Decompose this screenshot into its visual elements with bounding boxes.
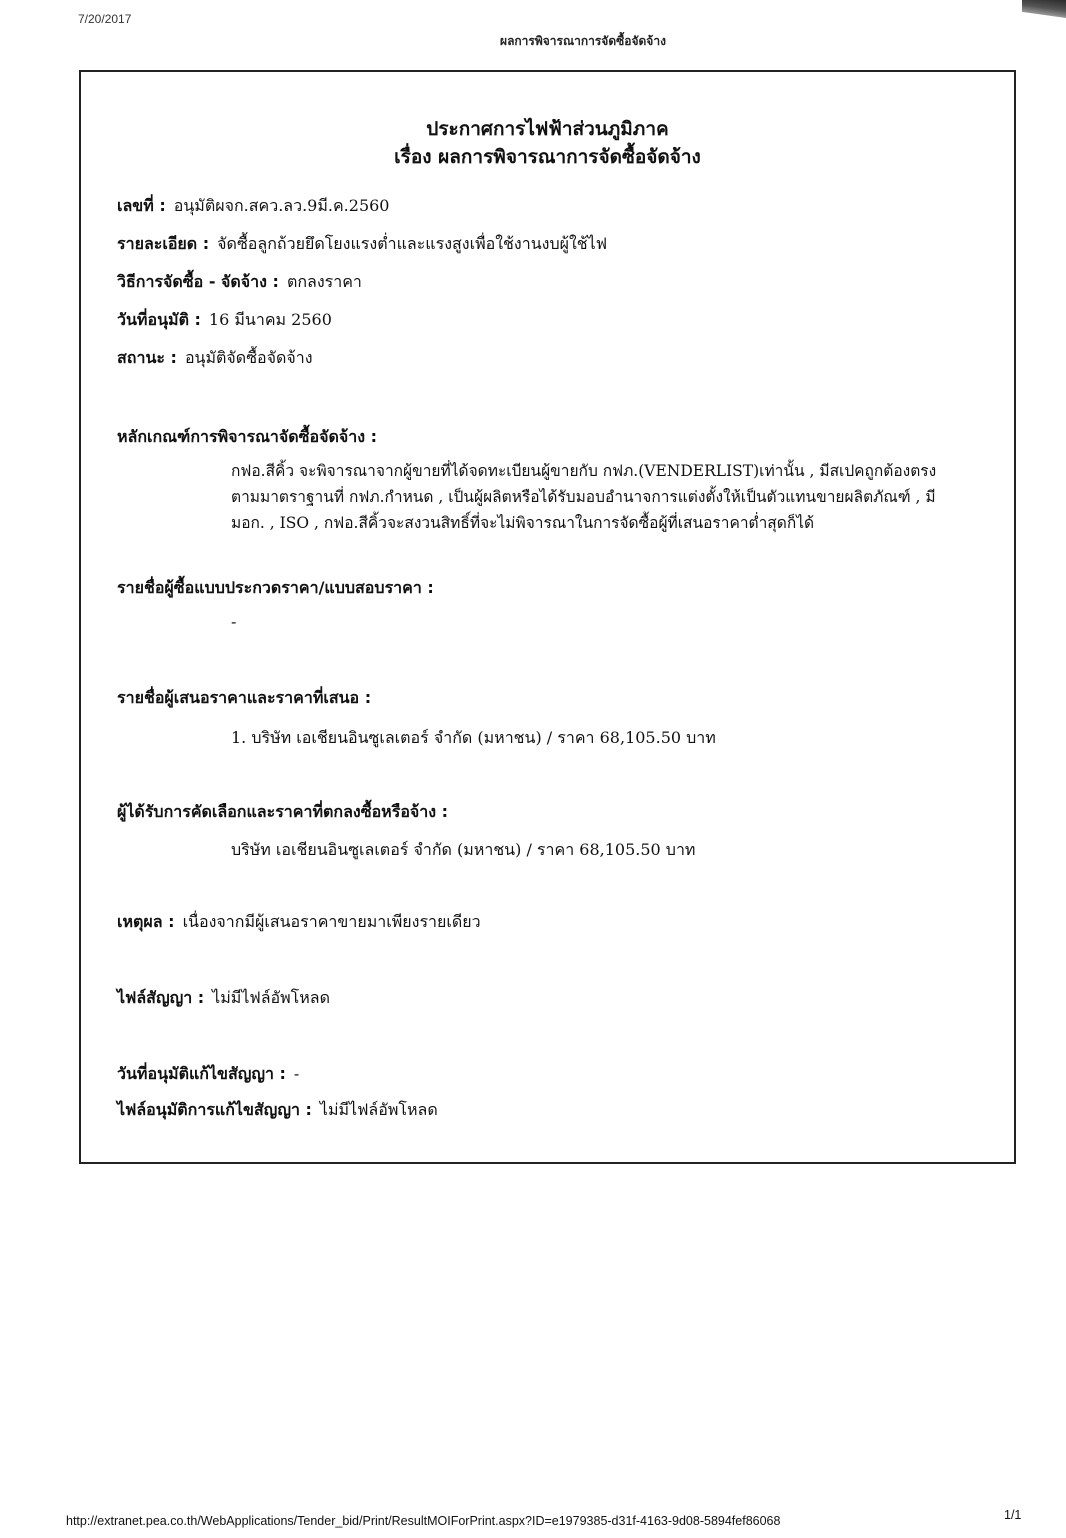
- status-value: อนุมัติจัดซื้อจัดจ้าง: [184, 348, 313, 367]
- method-value: ตกลงราคา: [286, 272, 362, 291]
- announcement-frame: [79, 70, 1016, 1164]
- print-page-title: ผลการพิจารณาการจัดซื้อจัดจ้าง: [500, 34, 666, 48]
- criteria-label: [117, 425, 377, 450]
- bidders-row: [117, 686, 371, 711]
- amend-file-row: [117, 1098, 438, 1123]
- approve-date-value: 16 มีนาคม 2560: [208, 310, 332, 329]
- criteria-line-3: มอก. , ISO , กฟอ.สีคิ้วจะสงวนสิทธิ์ที่จะไม่พิจารณาในการจัดซื้อผู้ที่เสนอราคาต่ำสุดก็ได้: [231, 514, 815, 532]
- contract-file-label: ไฟล์สัญญา :: [117, 988, 205, 1007]
- criteria-label-text: หลักเกณฑ์การพิจารณาจัดซื้อจัดจ้าง :: [117, 427, 378, 446]
- number-value: อนุมัติผจก.สคว.ลว.9มี.ค.2560: [173, 196, 390, 215]
- method-label: วิธีการจัดซื้อ - จัดจ้าง :: [117, 272, 279, 291]
- print-date: 7/20/2017: [78, 12, 132, 26]
- detail-label: รายละเอียด :: [117, 234, 210, 253]
- amend-date-row: [117, 1062, 299, 1087]
- announcement-subject: เรื่อง ผลการพิจารณาการจัดซื้อจัดจ้าง: [394, 146, 701, 168]
- detail-value: จัดซื้อลูกถ้วยยึดโยงแรงต่ำและแรงสูงเพื่อใช้งานงบผู้ใช้ไฟ: [217, 234, 608, 253]
- footer-page-number: 1/1: [1004, 1508, 1022, 1522]
- approve-date-label: วันที่อนุมัติ :: [117, 310, 201, 329]
- footer-url: http://extranet.pea.co.th/WebApplications/Tender_bid/Print/ResultMOIForPrint.aspx?ID=e1979385-d31f-4163-9d08-5894fef86068: [66, 1514, 781, 1528]
- reason-row: [117, 910, 481, 935]
- status-label: สถานะ :: [117, 348, 177, 367]
- criteria-line-1: กฟอ.สีคิ้ว จะพิจารณาจากผู้ขายที่ได้จดทะเบียนผู้ขายกับ กฟภ.(VENDERLIST)เท่านั้น , มีสเปคถูกต้องตรง: [231, 462, 937, 480]
- amend-file-value: ไม่มีไฟล์อัพโหลด: [319, 1100, 438, 1119]
- winner-row: [117, 800, 448, 825]
- buyers-label: รายชื่อผู้ซื้อแบบประกวดราคา/แบบสอบราคา :: [117, 578, 434, 597]
- reason-value: เนื่องจากมีผู้เสนอราคาขายมาเพียงรายเดียว: [182, 912, 481, 931]
- approve-date-row: [117, 308, 332, 333]
- criteria-text: [231, 458, 1011, 536]
- contract-file-row: [117, 986, 330, 1011]
- buyers-row: [117, 576, 434, 601]
- bidders-label: รายชื่อผู้เสนอราคาและราคาที่เสนอ :: [117, 688, 372, 707]
- criteria-line-2: ตามมาตราฐานที่ กฟภ.กำหนด , เป็นผู้ผลิตหรือได้รับมอบอำนาจการแต่งตั้งให้เป็นตัวแทนขายผลิตภัณฑ์ , มี: [231, 488, 936, 506]
- detail-row: [117, 232, 607, 257]
- scan-corner-mark: [1022, 0, 1066, 18]
- number-label: เลขที่ :: [117, 196, 166, 215]
- method-row: [117, 270, 362, 295]
- status-row: [117, 346, 313, 371]
- number-row: [117, 194, 389, 219]
- winner-label: ผู้ได้รับการคัดเลือกและราคาที่ตกลงซื้อหรือจ้าง :: [117, 802, 449, 821]
- amend-date-label: วันที่อนุมัติแก้ไขสัญญา :: [117, 1064, 286, 1083]
- amend-date-value: -: [293, 1064, 300, 1083]
- bidder-item: 1. บริษัท เอเชียนอินซูเลเตอร์ จำกัด (มหาชน) / ราคา 68,105.50 บาท: [231, 728, 716, 747]
- announcement-title: ประกาศการไฟฟ้าส่วนภูมิภาค: [426, 118, 669, 140]
- reason-label: เหตุผล :: [117, 912, 175, 931]
- buyers-value: -: [231, 612, 237, 631]
- winner-value: บริษัท เอเชียนอินซูเลเตอร์ จำกัด (มหาชน) / ราคา 68,105.50 บาท: [231, 840, 696, 859]
- amend-file-label: ไฟล์อนุมัติการแก้ไขสัญญา :: [117, 1100, 312, 1119]
- contract-file-value: ไม่มีไฟล์อัพโหลด: [212, 988, 330, 1007]
